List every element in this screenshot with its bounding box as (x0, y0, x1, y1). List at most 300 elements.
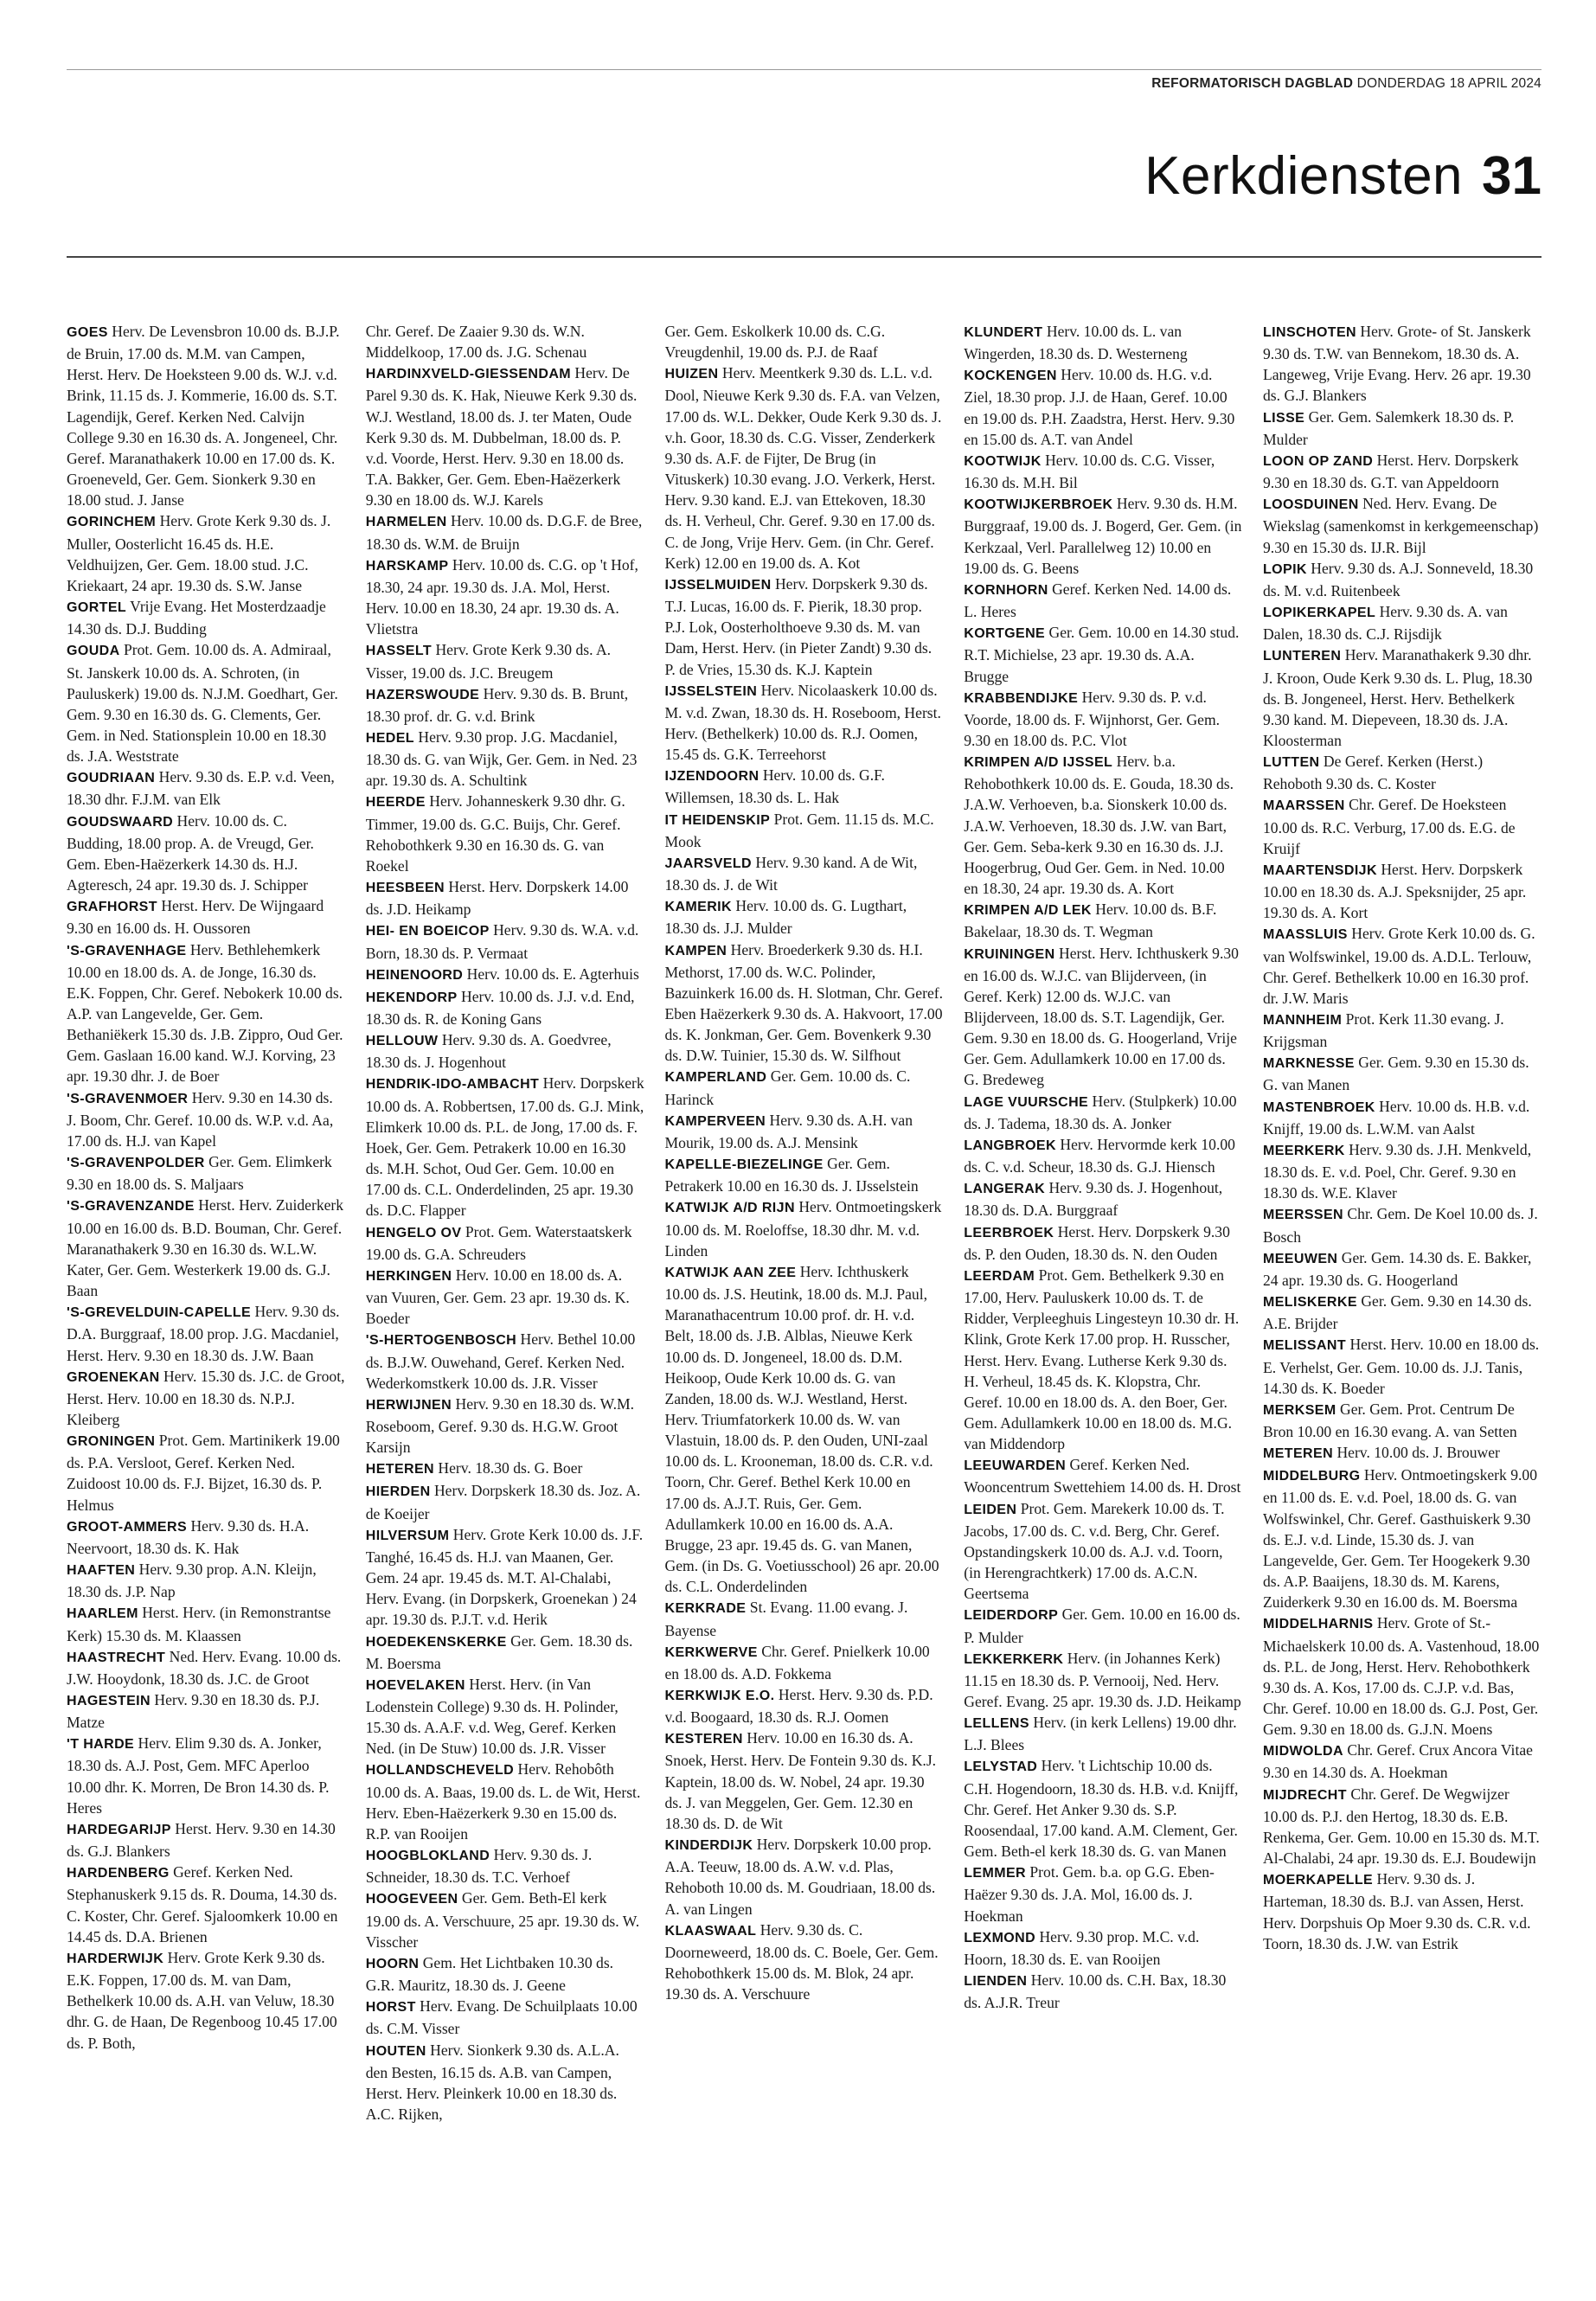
service-details: Herv. 10.00 ds. B.F. Bakelaar, 18.30 ds. T. Wegman (964, 901, 1217, 941)
service-details: Ger. Gem. Beth-El kerk 19.00 ds. A. Verschuure, 25 apr. 19.30 ds. W. Visscher (365, 1889, 640, 1951)
place-name: HARMELEN (365, 515, 447, 530)
church-listing (1263, 407, 1542, 450)
service-details: Ger. Gem. 18.30 ds. M. Boersma (365, 1631, 633, 1672)
church-listing (1263, 1009, 1542, 1052)
church-listing (366, 1759, 644, 1844)
service-details: Ger. Gem. Salemkerk 18.30 ds. P. Mulder (1263, 407, 1515, 448)
church-listing (964, 1134, 1242, 1177)
church-listing (67, 1818, 345, 1862)
place-name: GROENEKAN (67, 1369, 160, 1385)
service-details: Herv. Ontmoetingskerk 10.00 ds. M. Roeloffse, 18.30 dhr. M. v.d. Linden (664, 1198, 942, 1259)
service-details: Herv. Dorpskerk 10.00 ds. A. Robbertsen, 17.00 ds. G.J. Mink, Elimkerk 10.00 ds. P.L. de Jong, 17.00 ds. F. Hoek, Ger. Gem. Petrakerk 10.00 en 16.30 ds. M.H. Schot, Oud Ger. Gem. 10.00 en 17.00 ds. C.L. Onderdelinden, 25 apr. 19.30 ds. D.C. Flapper (365, 1074, 644, 1220)
place-name: HEERDE (365, 795, 426, 811)
church-listing (1263, 794, 1542, 858)
service-details: Herst. Herv. 9.30 en 14.30 ds. G.J. Blankers (67, 1819, 336, 1861)
column-4 (964, 321, 1242, 2285)
service-details: Herv. Grote of St.-Michaelskerk 10.00 ds. A. Vastenhoud, 18.00 ds. P.L. de Jong, Herst. Herv. Rehobothkerk 9.30 ds. A. Kos, 17.00 ds. C.J.P. v.d. Bas, Chr. Geref. 10.00 en 18.00 ds. G.J. Post, Ger. Gem. 9.30 en 18.00 ds. G.J.N. Moens (1263, 1614, 1540, 1739)
church-listing (366, 964, 644, 986)
place-name: MAASSLUIS (1263, 927, 1348, 943)
church-listing (366, 321, 644, 362)
church-listing (366, 986, 644, 1029)
church-listing (665, 895, 944, 939)
place-name: HOEDEKENSKERKE (365, 1634, 507, 1650)
place-name: KRIMPEN A/D LEK (964, 903, 1092, 919)
place-name: HARDERWIJK (67, 1951, 164, 1966)
service-details: Herst. Herv. Dorpskerk 14.00 ds. J.D. Heikamp (365, 878, 629, 919)
place-name: HELLOUW (365, 1034, 439, 1049)
place-name: KRIMPEN A/D IJSSEL (964, 755, 1113, 771)
service-details: Herv. 10.00 ds. H.B. v.d. Knijff, 19.00 ds. L.W.M. van Aalst (1263, 1097, 1530, 1138)
page-number: 31 (1482, 146, 1542, 206)
place-name: MIJDRECHT (1263, 1787, 1347, 1803)
service-details: Ger. Gem. Eskolkerk 10.00 ds. C.G. Vreugdenhil, 19.00 ds. P.J. de Raaf (664, 323, 886, 362)
service-details: Ger. Gem. 10.00 ds. C. Harinck (664, 1067, 911, 1108)
header-rule (67, 256, 1542, 258)
service-details: Prot. Gem. Waterstaatskerk 19.00 ds. G.A. Schreuders (365, 1222, 632, 1263)
church-listing (1263, 1247, 1542, 1291)
place-name: KERKWERVE (664, 1644, 758, 1660)
church-listing (1263, 558, 1542, 601)
church-listing (67, 321, 345, 510)
church-listing (67, 1559, 345, 1602)
church-listing (67, 1602, 345, 1645)
service-details: Ger. Gem. Petrakerk 10.00 en 16.30 ds. J. IJsselstein (664, 1155, 919, 1195)
place-name: HENGELO OV (365, 1225, 462, 1240)
church-listing (67, 895, 345, 939)
church-listing (67, 1733, 345, 1818)
service-details: Herv. 9.30 ds. B. Brunt, 18.30 prof. dr. G. v.d. Brink (365, 684, 629, 725)
church-listing (366, 1394, 644, 1458)
church-listing (1263, 601, 1542, 644)
service-details: Herv. 9.30 prop. M.C. v.d. Hoorn, 18.30 ds. E. van Rooijen (964, 1927, 1200, 1968)
church-listing (366, 920, 644, 963)
church-listing (665, 1196, 944, 1260)
service-details: Herv. Rehobôth 10.00 ds. A. Baas, 19.00 ds. L. de Wit, Herst. Herv. Eben-Haëzerkerk 9.30 en 15.00 ds. R.P. van Rooijen (365, 1760, 641, 1843)
place-name: KORNHORN (964, 582, 1048, 598)
place-name: 'S-HERTOGENBOSCH (365, 1333, 517, 1349)
service-details: Herv. 9.30 ds. A. van Dalen, 18.30 ds. C.J. Rijsdijk (1263, 603, 1508, 644)
section-header (1144, 145, 1542, 207)
place-name: HOOGBLOKLAND (365, 1849, 490, 1864)
church-listing (964, 579, 1242, 622)
church-listing (67, 1689, 345, 1733)
service-details: Herv. Grote- of St. Janskerk 9.30 ds. T.W. van Bennekom, 18.30 ds. A. Langeweg, Vrije Evang. Herv. 26 apr. 19.30 ds. G.J. Blankers (1263, 323, 1531, 405)
service-details: Herv. 9.30 ds. H.M. Burggraaf, 19.00 ds. J. Bogerd, Ger. Gem. (in Kerkzaal, Verl. Parallelweg 12) 10.00 en 19.00 ds. G. Beens (964, 495, 1242, 577)
church-listing (366, 1524, 644, 1631)
place-name: LAGE VUURSCHE (964, 1094, 1089, 1110)
church-listing (964, 751, 1242, 899)
place-name: KLUNDERT (964, 325, 1043, 340)
place-name: LOPIKERKAPEL (1263, 606, 1376, 621)
church-listing (964, 1177, 1242, 1221)
place-name: 'T HARDE (67, 1737, 135, 1753)
place-name: HARDINXVELD-GIESSENDAM (365, 367, 572, 382)
service-details: Herst. Herv. 10.00 en 18.00 ds. E. Verhelst, Ger. Gem. 10.00 ds. J.J. Tanis, 14.30 ds. K. Boeder (1263, 1336, 1540, 1397)
top-rule (67, 69, 1542, 70)
place-name: MERKSEM (1263, 1402, 1336, 1418)
place-name: MEERSSEN (1263, 1208, 1343, 1223)
place-name: HILVERSUM (365, 1528, 450, 1543)
place-name: KESTEREN (664, 1732, 743, 1747)
service-details: Herv. Nicolaaskerk 10.00 ds. M. v.d. Zwan, 18.30 ds. H. Roseboom, Herst. Herv. (Bethelkerk) 10.00 ds. R.J. Oomen, 15.45 ds. G.K. Terreehorst (664, 681, 941, 764)
service-details: De Geref. Kerken (Herst.) Rehoboth 9.30 ds. C. Koster (1263, 753, 1484, 793)
church-listing (67, 939, 345, 1087)
service-details: Herv. 9.30 ds. C. Doorneweerd, 18.00 ds. C. Boele, Ger. Gem. Rehobothkerk 15.00 ds. M. Blok, 24 apr. 19.30 ds. A. Verschuure (664, 1920, 939, 2003)
place-name: LEEUWARDEN (964, 1458, 1067, 1474)
service-details: Herv. Grote Kerk 9.30 ds. E.K. Foppen, 17.00 ds. M. van Dam, Bethelkerk 10.00 ds. A.H. van Veluw, 18.30 dhr. G. de Haan, De Regenboog 10.45 17.00 ds. P. Both, (67, 1948, 337, 2052)
church-listing (964, 1091, 1242, 1134)
church-listing (67, 1087, 345, 1151)
service-details: Herv. Meentkerk 9.30 ds. L.L. v.d. Dool, Nieuwe Kerk 9.30 ds. F.A. van Velzen, 17.00 ds. W.L. Dekker, Oude Kerk 9.30 ds. J. v.h. Goor, 18.30 ds. C.G. Visser, Zenderkerk 9.30 ds. A.F. de Fijter, De Brug (in Vituskerk) 10.30 evang. J.O. Verkerk, Herst. Herv. 9.30 kand. E.J. van Ettekoven, 18.30 ds. H. Verheul, Chr. Geref. 9.30 en 17.00 ds. C. de Jong, Vrije Herv. Gem. (in Chr. Geref. Kerk) 12.00 en 19.00 ds. A. Kot (664, 364, 942, 572)
place-name: HOUTEN (365, 2043, 426, 2059)
place-name: MIDDELHARNIS (1263, 1617, 1374, 1632)
service-details: Herv. Evang. De Schuilplaats 10.00 ds. C.M. Visser (365, 1997, 638, 2038)
service-details: Herst. Herv. (in Remonstrantse Kerk) 15.30 ds. M. Klaassen (67, 1604, 331, 1644)
service-details: Chr. Geref. De Wegwijzer 10.00 ds. P.J. den Hertog, 18.30 ds. E.B. Renkema, Ger. Gem. 10.00 en 15.30 ds. M.T. Al-Chalabi, 24 apr. 19.30 ds. E.J. Boudewijn (1263, 1785, 1540, 1868)
service-details: GOES Herv. De Levensbron 10.00 ds. B.J.P. de Bruin, 17.00 ds. M.M. van Campen, Herst. Herv. De Hoeksteen 9.00 ds. W.J. v.d. Brink, 11.15 ds. J. Kommerie, 16.00 ds. S.T. Lagendijk, Geref. Kerken Ned. Calvijn College 9.30 en 16.30 ds. A. Jongeneel, Chr. Geref. Maranathakerk 10.00 en 17.00 ds. K. Groeneveld, Ger. Gem. Sionkerk 9.30 en 18.00 stud. J. Janse (67, 323, 340, 510)
church-listing (366, 510, 644, 554)
service-details: Herv. 9.30 ds. J. Harteman, 18.30 ds. B.J. van Assen, Herst. Herv. Dorpshuis Op Moer 9.30 ds. C.R. v.d. Toorn, 18.30 ds. J.W. van Estrik (1263, 1870, 1531, 1952)
service-details: Herv. 9.30 prop. A.N. Kleijn, 18.30 ds. J.P. Nap (67, 1561, 317, 1601)
place-name: KAPELLE-BIEZELINGE (664, 1157, 824, 1173)
service-details: Chr. Geref. De Zaaier 9.30 ds. W.N. Middelkoop, 17.00 ds. J.G. Schenau (365, 323, 587, 362)
service-details: Herv. 10.00 en 16.30 ds. A. Snoek, Herst. Herv. De Fontein 9.30 ds. K.J. Kaptein, 18.00 ds. W. Nobel, 24 apr. 19.30 ds. J. van Meggelen, Ger. Gem. 12.30 en 18.30 ds. D. de Wit (664, 1729, 937, 1832)
service-details: Herv. 10.00 ds. G.F. Willemsen, 18.30 ds. L. Hak (664, 766, 885, 807)
place-name: 'S-GRAVENMOER (67, 1091, 189, 1106)
church-listing (665, 1153, 944, 1196)
place-name: LEMMER (964, 1866, 1026, 1881)
place-name: MANNHEIM (1263, 1013, 1343, 1028)
church-listing (366, 1952, 644, 1996)
service-details: Herv. 9.30 ds. J. Hogenhout, 18.30 ds. D.A. Burggraaf (964, 1179, 1223, 1220)
place-name: KAMPERLAND (664, 1070, 767, 1086)
church-listing (964, 1712, 1242, 1755)
place-name: HERWIJNEN (365, 1397, 452, 1413)
church-listing (366, 1458, 644, 1480)
service-details: Herv. 9.30 ds. J.H. Menkveld, 18.30 ds. E. v.d. Poel, Chr. Geref. 9.30 en 18.30 ds. W.E. Klaver (1263, 1140, 1532, 1202)
church-listing (1263, 1334, 1542, 1398)
issue-date: DONDERDAG 18 APRIL 2024 (1356, 76, 1542, 91)
church-listing (665, 809, 944, 852)
place-name: HEESBEEN (365, 881, 445, 896)
column-1 (67, 321, 345, 2285)
place-name: LOON OP ZAND (1263, 453, 1374, 469)
service-details: Herv. Grote Kerk 10.00 ds. G. van Wolfswinkel, 19.00 ds. A.D.L. Terlouw, Chr. Geref. Bethelkerk 10.00 en 16.30 prof. dr. J.W. Maris (1263, 925, 1535, 1007)
place-name: LUNTEREN (1263, 649, 1342, 664)
place-name: KOOTWIJK (964, 453, 1042, 469)
place-name: KRABBENDIJKE (964, 690, 1079, 706)
service-details: Prot. Gem. b.a. op G.G. Eben-Haëzer 9.30 ds. J.A. Mol, 16.00 ds. J. Hoekman (964, 1863, 1215, 1925)
service-details: Herst. Herv. Zuiderkerk 10.00 en 16.00 ds. B.D. Bouman, Chr. Geref. Maranathakerk 9.30 en 16.30 ds. W.L.W. Kater, Ger. Gem. Westerkerk 19.00 ds. G.J. Baan (67, 1196, 344, 1300)
column-3 (665, 321, 944, 2285)
place-name: KERKWIJK E.O. (664, 1689, 775, 1703)
service-details: Herst. Herv. Dorpskerk 9.30 ds. P. den Ouden, 18.30 ds. N. den Ouden (964, 1222, 1230, 1263)
service-details: Herst. Herv. Dorpskerk 10.00 en 18.30 ds. A.J. Speksnijder, 25 apr. 19.30 ds. A. Kort (1263, 860, 1527, 922)
service-details: Herv. Elim 9.30 ds. A. Jonker, 18.30 ds. A.J. Post, Gem. MFC Aperloo 10.00 dhr. K. Morren, De Bron 14.30 ds. P. Heres (67, 1734, 330, 1817)
place-name: MELISKERKE (1263, 1295, 1357, 1311)
church-listing (366, 791, 644, 876)
place-name: GOUDRIAAN (67, 771, 156, 786)
church-listing (964, 1498, 1242, 1605)
church-listing (1263, 1740, 1542, 1783)
service-details: Chr. Geref. Pnielkerk 10.00 en 18.00 ds. A.D. Fokkema (664, 1642, 930, 1682)
church-listing (1263, 1399, 1542, 1442)
church-listing (1263, 1291, 1542, 1334)
place-name: LANGBROEK (964, 1138, 1056, 1153)
place-name: MAARTENSDIJK (1263, 862, 1377, 878)
place-name: HAASTRECHT (67, 1650, 166, 1665)
column-5 (1263, 321, 1542, 2285)
masthead (1151, 76, 1542, 92)
place-name: GORTEL (67, 600, 127, 616)
church-listing (1263, 1784, 1542, 1869)
service-details: Ger. Gem. 10.00 en 16.00 ds. P. Mulder (964, 1606, 1240, 1646)
section-title: Kerkdiensten (1144, 146, 1464, 206)
service-details: Geref. Kerken Ned. Wooncentrum Swettehiem 14.00 ds. H. Drost (964, 1456, 1241, 1497)
church-listing (665, 362, 944, 574)
place-name: LELYSTAD (964, 1759, 1038, 1775)
church-listing (665, 1066, 944, 1109)
church-listing (1263, 1612, 1542, 1740)
church-listing (1263, 1139, 1542, 1203)
church-listing (1263, 751, 1542, 794)
church-listing (665, 321, 944, 362)
place-name: GOUDSWAARD (67, 814, 174, 830)
place-name: HOOGEVEEN (365, 1892, 458, 1907)
service-details: Herv. 9.30 ds. A. Goedvree, 18.30 ds. J. Hogenhout (365, 1031, 612, 1072)
place-name: HAARLEM (67, 1606, 138, 1622)
church-listing (67, 596, 345, 639)
service-details: Herv. 10.00 ds. C. Budding, 18.00 prop. A. de Vreugd, Ger. Gem. Eben-Haëzerkerk 14.30 ds. H.J. Agteresch, 24 apr. 19.30 ds. J. Schipper (67, 811, 314, 894)
service-details: Herv. Grote Kerk 10.00 ds. J.F. Tanghé, 16.45 ds. H.J. van Maanen, Ger. Gem. 24 apr. 19.45 ds. M.T. Al-Chalabi, Herv. Evang. (in Dorpskerk, Groenekan ) 24 apr. 19.30 ds. P.J.T. v.d. Herik (365, 1525, 644, 1629)
place-name: 'S-GRAVENPOLDER (67, 1156, 205, 1171)
church-listing (366, 639, 644, 683)
place-name: IJSSELSTEIN (664, 683, 758, 699)
church-listing (964, 1970, 1242, 2013)
church-listing (665, 1641, 944, 1684)
church-listing (665, 1110, 944, 1153)
service-details: Herv. 10.00 ds. D.G.F. de Bree, 18.30 ds. W.M. de Bruijn (365, 512, 643, 553)
service-details: Herv. Dorpskerk 9.30 ds. T.J. Lucas, 16.00 ds. F. Pierik, 18.30 prop. P.J. Lok, Oosterholthoeve 9.30 ds. M. van Dam, Herst. Herv. (in Pieter Zandt) 9.30 ds. P. de Vries, 15.30 ds. K.J. Kaptein (664, 574, 933, 678)
church-listing (366, 1073, 644, 1221)
service-details: Herv. 9.30 ds. E.P. v.d. Veen, 18.30 dhr. F.J.M. van Elk (67, 768, 335, 809)
church-listing (964, 493, 1242, 579)
service-details: Prot. Gem. Marekerk 10.00 ds. T. Jacobs, 17.00 ds. C. v.d. Berg, Chr. Geref. Opstandingskerk 10.00 ds. A.J. v.d. Toorn, (in Herengrachtkerk) 17.00 ds. A.C.N. Geertsema (964, 1499, 1225, 1603)
service-details: Ned. Herv. Evang. De Wiekslag (samenkomst in kerkgemeenschap) 9.30 en 15.30 ds. IJ.R. Bijl (1263, 495, 1539, 556)
service-details: Herv. 9.30 ds. A.J. Sonneveld, 18.30 ds. M. v.d. Ruitenbeek (1263, 559, 1534, 599)
place-name: KATWIJK AAN ZEE (664, 1265, 797, 1280)
service-details: Herv. 10.00 ds. L. van Wingerden, 18.30 ds. D. Westerneng (964, 323, 1188, 363)
church-listing (1263, 450, 1542, 493)
church-listing (366, 1221, 644, 1265)
church-listing (366, 727, 644, 791)
place-name: GOES (67, 325, 108, 340)
place-name: LEERBROEK (964, 1225, 1054, 1240)
column-2 (366, 321, 644, 2285)
church-listing (366, 1888, 644, 1952)
place-name: KRUININGEN (964, 946, 1055, 962)
church-listing (1263, 1868, 1542, 1954)
listing-columns (67, 321, 1542, 2285)
place-name: MIDWOLDA (1263, 1744, 1343, 1759)
place-name: METEREN (1263, 1446, 1334, 1462)
church-listing (1263, 321, 1542, 407)
service-details: Gem. Het Lichtbaken 10.30 ds. G.R. Mauritz, 18.30 ds. J. Geene (365, 1953, 614, 1995)
church-listing (1263, 493, 1542, 557)
church-listing (964, 622, 1242, 686)
place-name: HEDEL (365, 730, 414, 746)
service-details: Herv. 9.30 ds. A.H. van Mourik, 19.00 ds. A.J. Mensink (664, 1111, 913, 1151)
service-details: Prot. Gem. 11.15 ds. M.C. Mook (664, 810, 934, 850)
church-listing (366, 1996, 644, 2039)
church-listing (665, 939, 944, 1067)
church-listing (366, 2040, 644, 2125)
service-details: Ger. Gem. 9.30 en 15.30 ds. G. van Manen (1263, 1054, 1529, 1094)
church-listing (366, 1674, 644, 1759)
place-name: HETEREN (365, 1462, 435, 1477)
service-details: Herv. Bethlehemkerk 10.00 en 18.00 ds. A. de Jonge, 16.30 ds. E.K. Foppen, Chr. Geref. Nebokerk 10.00 ds. A.P. van Langevelde, Ger. Gem. Bethaniëkerk 15.30 ds. J.B. Zippro, Oud Ger. Gem. Gaslaan 16.00 kand. W.J. Korving, 23 apr. 19.30 dhr. J. de Boer (67, 940, 343, 1086)
place-name: LEXMOND (964, 1930, 1036, 1945)
church-listing (964, 364, 1242, 450)
church-listing (67, 1516, 345, 1559)
church-listing (366, 1265, 644, 1329)
church-listing (67, 510, 345, 596)
church-listing (665, 1261, 944, 1598)
service-details: Herv. 9.30 ds. W.A. v.d. Born, 18.30 ds. P. Vermaat (365, 921, 639, 962)
service-details: Herv. 10.00 ds. E. Agterhuis (466, 965, 639, 983)
service-details: Herv. 9.30 en 18.30 ds. W.M. Roseboom, Geref. 9.30 ds. H.G.W. Groot Karsijn (365, 1394, 635, 1457)
church-listing (1263, 644, 1542, 751)
service-details: Herv. (in kerk Lellens) 19.00 dhr. L.J. Blees (964, 1714, 1237, 1754)
place-name: HARDEGARIJP (67, 1822, 171, 1837)
church-listing (366, 876, 644, 920)
service-details: Herv. Broederkerk 9.30 ds. H.I. Methorst, 17.00 ds. W.C. Polinder, Bazuinkerk 16.00 ds. H. Slotman, Chr. Geref. Eben Haëzerkerk 9.30 ds. A. Hakvoort, 17.00 ds. K. Jonkman, Ger. Gem. Bovenkerk 9.30 ds. D.W. Tuinier, 15.30 ds. W. Silfhout (664, 940, 944, 1065)
church-listing (964, 1604, 1242, 1647)
church-listing (665, 680, 944, 766)
service-details: Geref. Kerken Ned. Stephanuskerk 9.15 ds. R. Douma, 14.30 ds. C. Koster, Chr. Geref. Sjaloomkerk 10.00 en 14.45 ds. D.A. Brienen (67, 1863, 338, 1945)
service-details: Herv. Grote Kerk 9.30 ds. J. Muller, Oosterlicht 16.45 ds. H.E. Veldhuijzen, Ger. Gem. 18.00 stud. J.C. Kriekaart, 24 apr. 19.30 ds. S.W. Janse (67, 512, 331, 594)
place-name: LINSCHOTEN (1263, 325, 1356, 340)
place-name: KINDERDIJK (664, 1838, 753, 1854)
place-name: HOLLANDSCHEVELD (365, 1763, 515, 1779)
place-name: MELISSANT (1263, 1338, 1347, 1354)
service-details: Herst. Herv. 9.30 ds. P.D. v.d. Boogaard, 18.30 ds. R.J. Oomen (664, 1686, 933, 1727)
church-listing (366, 683, 644, 727)
place-name: MARKNESSE (1263, 1056, 1355, 1072)
place-name: KOCKENGEN (964, 369, 1057, 384)
service-details: Ned. Herv. Evang. 10.00 ds. J.W. Hooydonk, 18.30 ds. J.C. de Groot (67, 1647, 342, 1688)
place-name: IJSSELMUIDEN (664, 577, 772, 593)
service-details: Chr. Gem. De Koel 10.00 ds. J. Bosch (1263, 1205, 1538, 1246)
place-name: IJZENDOORN (664, 769, 760, 785)
service-details: Herv. 9.30 ds. H.A. Neervoort, 18.30 ds. K. Hak (67, 1516, 310, 1557)
church-listing (366, 554, 644, 640)
service-details: Herv. Dorpskerk 10.00 prop. A.A. Teeuw, 18.00 ds. A.W. v.d. Plas, Rehoboth 10.00 ds. M. Goudriaan, 18.00 ds. A. van Lingen (664, 1836, 936, 1918)
place-name: 'S-GRAVENHAGE (67, 943, 187, 958)
church-listing (964, 1221, 1242, 1265)
place-name: HORST (365, 2000, 416, 2016)
church-listing (1263, 1052, 1542, 1095)
church-listing (1263, 1442, 1542, 1465)
church-listing (67, 1151, 345, 1195)
place-name: MEERKERK (1263, 1143, 1345, 1158)
service-details: Herv. 9.30 ds. J. Schneider, 18.30 ds. T.C. Verhoef (365, 1846, 593, 1887)
church-listing (964, 1648, 1242, 1712)
service-details: Herv. 9.30 ds. P. v.d. Voorde, 18.00 ds. F. Wijnhorst, Ger. Gem. 9.30 en 18.00 ds. P.C. Vlot (964, 688, 1221, 749)
place-name: MOERKAPELLE (1263, 1873, 1374, 1888)
church-listing (665, 852, 944, 895)
service-details: Herv. Bethel 10.00 ds. B.J.W. Ouwehand, Geref. Kerken Ned. Wederkomstkerk 10.00 ds. J.R. Visser (365, 1330, 636, 1392)
church-listing (964, 943, 1242, 1091)
church-listing (665, 765, 944, 808)
church-listing (67, 1430, 345, 1516)
place-name: KATWIJK A/D RIJN (664, 1201, 795, 1216)
service-details: Herv. 9.30 prop. J.G. Macdaniel, 18.30 ds. G. van Wijk, Ger. Gem. in Ned. 23 apr. 19.30 ds. A. Schultink (365, 727, 638, 790)
place-name: HAAFTEN (67, 1563, 136, 1579)
church-listing (1263, 859, 1542, 923)
service-details: Herst. Herv. De Wijngaard 9.30 en 16.00 ds. H. Oussoren (67, 897, 324, 938)
service-details: Vrije Evang. Het Mosterdzaadje 14.30 ds. D.J. Budding (67, 598, 326, 638)
church-listing (665, 1834, 944, 1920)
place-name: KAMPEN (664, 943, 727, 958)
church-listing (964, 1926, 1242, 1970)
place-name: HOEVELAKEN (365, 1677, 465, 1693)
service-details: Herv. De Parel 9.30 ds. K. Hak, Nieuwe Kerk 9.30 ds. W.J. Westland, 18.00 ds. J. ter Maten, Oude Kerk 9.30 ds. M. Dubbelman, 18.00 ds. P. v.d. Voorde, Herst. Herv. 9.30 en 18.00 ds. T.A. Bakker, Ger. Gem. Eben-Haëzerkerk 9.30 en 18.00 ds. W.J. Karels (365, 364, 638, 510)
place-name: LELLENS (964, 1716, 1029, 1732)
service-details: Herv. 9.30 ds. D.A. Burggraaf, 18.00 prop. J.G. Macdaniel, Herst. Herv. 9.30 en 18.30 ds. J.W. Baan (67, 1303, 340, 1364)
place-name: LEIDERDORP (964, 1608, 1059, 1624)
place-name: LISSE (1263, 410, 1305, 426)
service-details: Herv. Johanneskerk 9.30 dhr. G. Timmer, 19.00 ds. G.C. Buijs, Chr. Geref. Rehobothkerk 9.30 en 16.30 ds. G. van Roekel (365, 792, 625, 875)
place-name: KERKRADE (664, 1601, 747, 1617)
church-listing (366, 1029, 644, 1073)
place-name: HEI- EN BOEICOP (365, 924, 490, 939)
service-details: Herst. Herv. (in Van Lodenstein College) 9.30 ds. H. Polinder, 15.30 ds. A.A.F. v.d. Weg, Geref. Kerken Ned. (in De Stuw) 10.00 ds. J.R. Visser (365, 1675, 619, 1758)
place-name: GROOT-AMMERS (67, 1519, 188, 1535)
service-details: Geref. Kerken Ned. 14.00 ds. L. Heres (964, 580, 1232, 621)
place-name: MASTENBROEK (1263, 1099, 1375, 1115)
church-listing (67, 1862, 345, 1947)
church-listing (1263, 1096, 1542, 1139)
service-details: Herv. 't Lichtschip 10.00 ds. C.H. Hogendoorn, 18.30 ds. H.B. v.d. Knijff, Chr. Geref. Het Anker 9.30 ds. S.P. Roosendaal, 17.00 kand. A.M. Clement, Ger. Gem. Beth-el kerk 18.30 ds. G. van Manen (964, 1757, 1239, 1861)
service-details: Herv. (Stulpkerk) 10.00 ds. J. Tadema, 18.30 ds. A. Jonker (964, 1092, 1237, 1132)
place-name: HAGESTEIN (67, 1694, 151, 1708)
place-name: HARSKAMP (365, 558, 449, 574)
service-details: Herv. (in Johannes Kerk) 11.15 en 18.30 ds. P. Vernooij, Ned. Herv. Geref. Evang. 25 apr. 19.30 ds. J.D. Heikamp (964, 1649, 1241, 1710)
place-name: GRONINGEN (67, 1434, 156, 1450)
place-name: GOUDA (67, 644, 120, 659)
church-listing (964, 1454, 1242, 1497)
service-details: Chr. Geref. De Hoeksteen 10.00 ds. R.C. Verburg, 17.00 ds. E.G. de Kruijf (1263, 796, 1516, 857)
church-listing (964, 1862, 1242, 1926)
place-name: HEINENOORD (365, 967, 464, 983)
place-name: MEEUWEN (1263, 1251, 1338, 1266)
place-name: HUIZEN (664, 367, 719, 382)
service-details: Herv. 10.00 ds. C.G. op 't Hof, 18.30, 24 apr. 19.30 ds. J.A. Mol, Herst. Herv. 10.00 en 18.30, 24 apr. 19.30 ds. A. Vlietstra (365, 555, 638, 638)
service-details: Prot. Gem. 10.00 ds. A. Admiraal, St. Janskerk 10.00 ds. A. Schroten, (in Pauluskerk) 19.00 ds. N.J.M. Goedhart, Ger. Gem. 9.30 en 16.30 ds. G. Clements, Ger. Gem. in Ned. Stationsplein 10.00 en 18.30 ds. J.A. Weststrate (67, 641, 338, 766)
place-name: GRAFHORST (67, 900, 157, 915)
service-details: Ger. Gem. 10.00 en 14.30 stud. R.T. Michielse, 23 apr. 19.30 ds. A.A. Brugge (964, 624, 1240, 685)
service-details: Herv. Maranathakerk 9.30 dhr. J. Kroon, Oude Kerk 9.30 ds. L. Plug, 18.30 ds. B. Jongeneel, Herst. Herv. Bethelkerk 9.30 kand. M. Diepeveen, 18.30 ds. J.A. Kloosterman (1263, 646, 1533, 749)
service-details: Herv. Grote Kerk 9.30 ds. A. Visser, 19.00 ds. J.C. Breugem (365, 641, 612, 682)
church-listing (67, 639, 345, 766)
service-details: Herv. 10.00 ds. C.H. Bax, 18.30 ds. A.J.R. Treur (964, 1971, 1227, 2012)
service-details: Herst. Herv. Dorpskerk 9.30 en 18.30 ds. G.T. van Appeldoorn (1263, 451, 1519, 492)
service-details: Chr. Geref. Crux Ancora Vitae 9.30 en 14.30 ds. A. Hoekman (1263, 1741, 1533, 1782)
place-name: HOORN (365, 1956, 420, 1971)
place-name: LEIDEN (964, 1502, 1017, 1517)
place-name: HIERDEN (365, 1484, 431, 1500)
